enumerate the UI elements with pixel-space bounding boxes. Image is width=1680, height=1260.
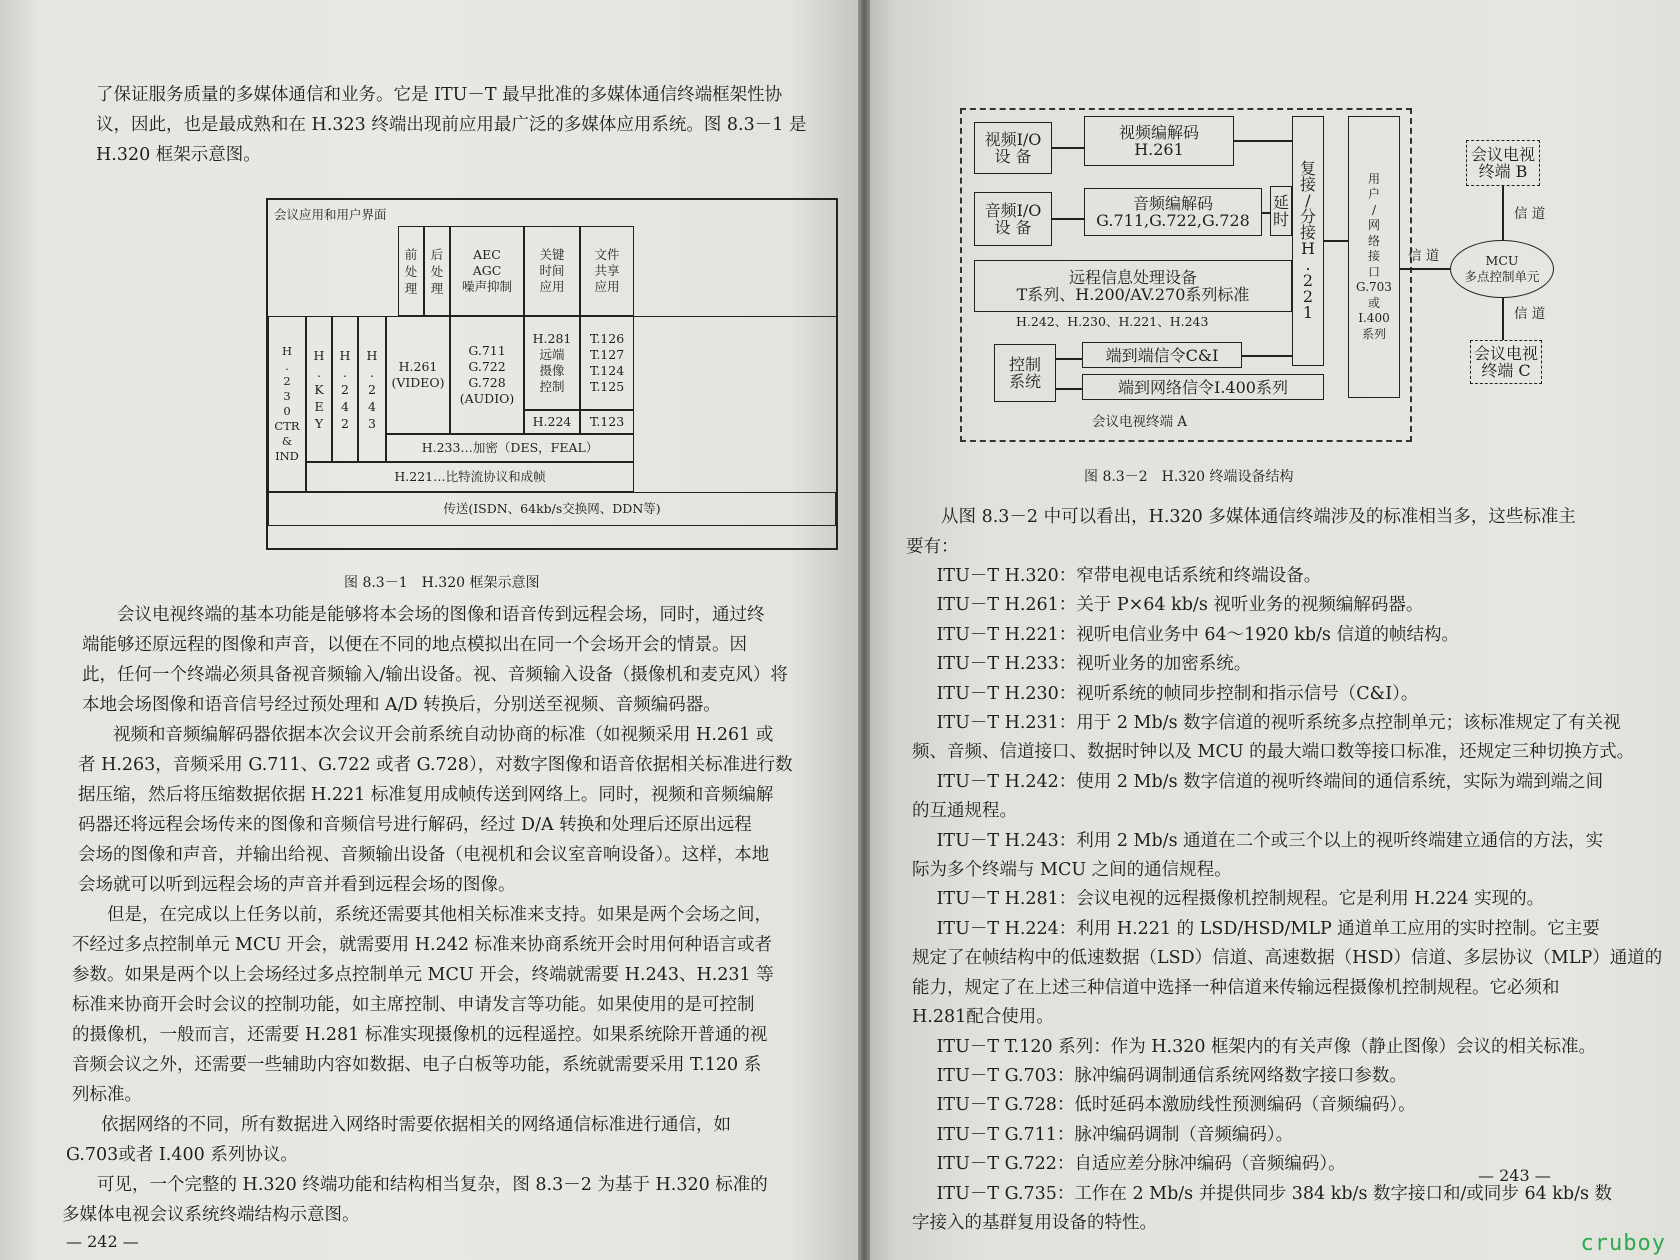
- standard-item: ITU－T G.728：低时延码本激励线性预测编码（音频编码）。: [936, 1095, 1416, 1116]
- standard-item: ITU－T H.243：利用 2 Mb/s 通道在二个或三个以上的视听终端建立通信的方法，实: [936, 830, 1604, 851]
- standard-item: ITU－T H.221：视听电信业务中 64～1920 kb/s 信道的帧结构。: [936, 624, 1459, 645]
- para-line: 此，任何一个终端必须具备视音频输入/输出设备。视、音频输入设备（摄像机和麦克风）将: [82, 665, 788, 685]
- para-line: 可见，一个完整的 H.320 终端功能和结构相当复杂，图 8.3－2 为基于 H.320 标准的: [97, 1175, 768, 1195]
- standard-item: ITU－T G.735：工作在 2 Mb/s 并提供同步 384 kb/s 数字接口和/或同步 64 kb/s 数: [936, 1183, 1613, 1204]
- control-system: 控制 系统: [994, 344, 1056, 402]
- standard-item: ITU－T H.230：视听系统的帧同步控制和指示信号（C&I）。: [936, 683, 1419, 704]
- h243: H . 2 4 3: [358, 316, 386, 462]
- app-ui-label: 会议应用和用户界面: [274, 207, 387, 222]
- standard-item: ITU－T G.703：脉冲编码调制通信系统网络数字接口参数。: [936, 1065, 1407, 1086]
- para-line: 多媒体电视会议系统终端结构示意图。: [62, 1205, 360, 1225]
- transport-layer: 传送(ISDN、64kb/s交换网、DDN等): [268, 492, 836, 526]
- para-line: 参数。如果是两个以上会场经过多点控制单元 MCU 开会，终端就需要 H.243、H.231 等: [72, 965, 774, 985]
- body-para-4: [66, 1110, 852, 1170]
- para-line: 的摄像机，一般而言，还需要 H.281 标准实现摄像机的远程遥控。如果系统除开普通的视: [72, 1025, 768, 1045]
- figure1-caption: 图 8.3－1 H.320 框架示意图: [344, 575, 540, 591]
- standard-item-cont: 规定了在帧结构中的低速数据（LSD）信道、高速数据（HSD）信道、多层协议（MLP）通道的: [912, 948, 1663, 969]
- channel-label-top: 信 道: [1514, 206, 1546, 222]
- mcu-node: MCU 多点控制单元: [1450, 240, 1554, 298]
- left-page-number: — 242 —: [66, 1232, 139, 1251]
- terminal-a-label: 会议电视终端 A: [1092, 414, 1188, 430]
- channel-label-bottom: 信 道: [1514, 306, 1546, 322]
- terminal-b: 会议电视 终端 B: [1466, 140, 1540, 186]
- standard-item: ITU－T T.120 系列：作为 H.320 框架内的有关声像（静止图像）会议的相关标准。: [936, 1036, 1597, 1057]
- para-line: 会议电视终端的基本功能是能够将本会场的图像和语音传到远程会场，同时，通过终: [117, 605, 765, 625]
- terminal-c: 会议电视 终端 C: [1470, 340, 1542, 384]
- h233-encryption: H.233…加密（DES，FEAL）: [386, 434, 634, 462]
- t12x-series: T.126 T.127 T.124 T.125: [580, 316, 634, 410]
- standard-item-cont: 际为多个终端与 MCU 之间的通信规程。: [912, 860, 1232, 881]
- standard-item-cont: 频、音频、信道接口、数据时钟以及 MCU 的最大端口数等接口标准，还规定三种切换方式。: [912, 742, 1635, 763]
- para-line: 视频和音频编解码器依据本次会议开会前系统自动协商的标准（如视频采用 H.261 或: [113, 725, 774, 745]
- mux-demux-h221: 复 接 / 分 接 H . 2 2 1: [1292, 116, 1324, 366]
- para-line: 会场的图像和声音，并输出给视、音频输出设备（电视机和会议室音响设备）。这样，本地: [78, 845, 770, 865]
- standard-item-cont: 字接入的基群复用设备的特性。: [912, 1212, 1157, 1233]
- body-para-2: [78, 720, 852, 900]
- para-line: 者 H.263，音频采用 G.711、G.722 或者 G.728），对数字图像和语音依据相关标准进行数: [78, 755, 793, 775]
- intro-line: 从图 8.3－2 中可以看出，H.320 多媒体通信终端涉及的标准相当多，这些标准主: [941, 507, 1576, 527]
- video-codec: 视频编解码 H.261: [1084, 116, 1234, 166]
- standard-item: ITU－T H.233：视听业务的加密系统。: [936, 654, 1252, 675]
- standard-item-cont: H.281配合使用。: [912, 1007, 1054, 1028]
- standards-intro: [906, 502, 1662, 562]
- t123: T.123: [580, 410, 634, 434]
- intro-line: 了保证服务质量的多媒体通信和业务。它是 ITU－T 最早批准的多媒体通信终端框架性协: [96, 85, 783, 105]
- h281-far-end-camera: H.281 远端 摄像 控制: [524, 316, 580, 410]
- wire: [1234, 140, 1292, 142]
- wire: [1324, 240, 1348, 242]
- wire: [1052, 218, 1084, 220]
- col-file-sharing: 文件 共享 应用: [580, 226, 634, 316]
- standard-item: ITU－T H.224：利用 H.221 的 LSD/HSD/MLP 通道单工应用的实时控制。它主要: [936, 918, 1600, 939]
- audio-codec: 音频编解码 G.711,G.722,G.728: [1084, 188, 1262, 236]
- standard-item-cont: 能力，规定了在上述三种信道中选择一种信道来传输远程摄像机控制规程。它必须和: [912, 977, 1560, 998]
- telematic-equipment: 远程信息处理设备 T系列、H.200/AV.270系列标准: [974, 260, 1292, 312]
- body-para-3: [72, 900, 852, 1110]
- end-to-network-signaling: 端到网络信令I.400系列: [1082, 374, 1324, 400]
- h261-video: H.261 (VIDEO): [386, 316, 450, 434]
- standard-item: ITU－T G.711：脉冲编码调制（音频编码）。: [936, 1124, 1294, 1145]
- para-line: 列标准。: [72, 1085, 142, 1105]
- figure-h320-framework: [266, 198, 838, 550]
- para-line: 据压缩，然后将压缩数据依据 H.221 标准复用成帧传送到网络上。同时，视频和音频编解: [78, 785, 774, 805]
- standard-item-cont: 的互通规程。: [912, 801, 1017, 822]
- h230-ctr-ind: H . 2 3 0 CTR & IND: [268, 316, 306, 492]
- wire: [1056, 388, 1082, 390]
- body-para-1: [82, 600, 852, 720]
- body-para-5: [62, 1170, 852, 1230]
- para-line: G.703或者 I.400 系列协议。: [66, 1145, 298, 1165]
- channel-label-left: 信 道: [1408, 248, 1440, 264]
- wire: [1502, 298, 1504, 340]
- intro-line: H.320 框架示意图。: [96, 145, 261, 165]
- video-io-device: 视频I/O 设 备: [974, 122, 1052, 174]
- para-line: 码器还将远程会场传来的图像和音频信号进行解码，经过 D/A 转换和处理后还原出远程: [78, 815, 752, 835]
- h224: H.224: [524, 410, 580, 434]
- standard-item: ITU－T H.281：会议电视的远程摄像机控制规程。它是利用 H.224 实现的。: [936, 889, 1545, 910]
- intro-paragraph: [96, 80, 836, 170]
- standard-item: ITU－T H.231：用于 2 Mb/s 数字信道的视听系统多点控制单元；该标准规定了有关视: [936, 713, 1621, 734]
- standard-item: ITU－T H.242：使用 2 Mb/s 数字信道的视听终端间的通信系统，实际为端到端之间: [936, 771, 1604, 792]
- para-line: 会场就可以听到远程会场的声音并看到远程会场的图像。: [78, 875, 516, 895]
- h-key: H . K E Y: [306, 316, 332, 462]
- right-page-number: — 243 —: [1478, 1166, 1551, 1185]
- intro-line: 议，因此，也是最成熟和在 H.323 终端出现前应用最广泛的多媒体应用系统。图 8.3－1 是: [96, 115, 807, 135]
- wire: [1262, 212, 1270, 214]
- col-pre-processing: 前 处 理: [398, 226, 424, 316]
- control-standards-label: H.242、H.230、H.221、H.243: [1016, 314, 1209, 329]
- wire: [1242, 355, 1292, 357]
- para-line: 端能够还原远程的图像和声音，以便在不同的地点模拟出在同一个会场开会的情景。因: [82, 635, 747, 655]
- figure2-caption: 图 8.3－2 H.320 终端设备结构: [1084, 469, 1294, 485]
- h221-framing: H.221…比特流协议和成帧: [306, 462, 634, 492]
- standard-item: ITU－T H.320：窄带电视电话系统和终端设备。: [936, 566, 1322, 586]
- standards-list: [912, 562, 1672, 1238]
- standard-item: ITU－T G.722：自适应差分脉冲编码（音频编码）。: [936, 1154, 1346, 1175]
- col-key-time-app: 关键 时间 应用: [524, 226, 580, 316]
- h242: H . 2 4 2: [332, 316, 358, 462]
- col-post-processing: 后 处 理: [424, 226, 450, 316]
- para-line: 不经过多点控制单元 MCU 开会，就需要用 H.242 标准来协商系统开会时用何种语言或者: [72, 935, 773, 955]
- col-aec-agc: AEC AGC 噪声抑制: [450, 226, 524, 316]
- audio-codecs: G.711 G.722 G.728 (AUDIO): [450, 316, 524, 434]
- book-spine: [858, 0, 870, 1260]
- right-page: [866, 0, 1680, 1260]
- wire: [1502, 186, 1504, 240]
- para-line: 依据网络的不同，所有数据进入网络时需要依据相关的网络通信标准进行通信，如: [101, 1115, 731, 1135]
- user-network-interface: 用 户 / 网 络 接 口 G.703 或 I.400 系列: [1348, 116, 1400, 398]
- wire: [1400, 268, 1450, 270]
- wire: [1056, 358, 1082, 360]
- para-line: 标准来协商开会时会议的控制功能，如主席控制、申请发言等功能。如果使用的是可控制: [72, 995, 755, 1015]
- para-line: 本地会场图像和语音信号经过预处理和 A/D 转换后，分别送至视频、音频编码器。: [82, 695, 721, 715]
- watermark: cruboy: [1580, 1231, 1666, 1256]
- standard-item: ITU－T H.261：关于 P×64 kb/s 视听业务的视频编解码器。: [936, 595, 1424, 616]
- intro-line: 要有：: [906, 537, 959, 557]
- end-to-end-signaling: 端到端信令C&I: [1082, 342, 1242, 368]
- delay-unit: 延 时: [1270, 186, 1292, 236]
- audio-io-device: 音频I/O 设 备: [974, 192, 1052, 246]
- para-line: 音频会议之外，还需要一些辅助内容如数据、电子白板等功能，系统就需要采用 T.120 系: [72, 1055, 762, 1075]
- wire: [1052, 147, 1084, 149]
- para-line: 但是，在完成以上任务以前，系统还需要其他相关标准来支持。如果是两个会场之间，: [107, 905, 772, 925]
